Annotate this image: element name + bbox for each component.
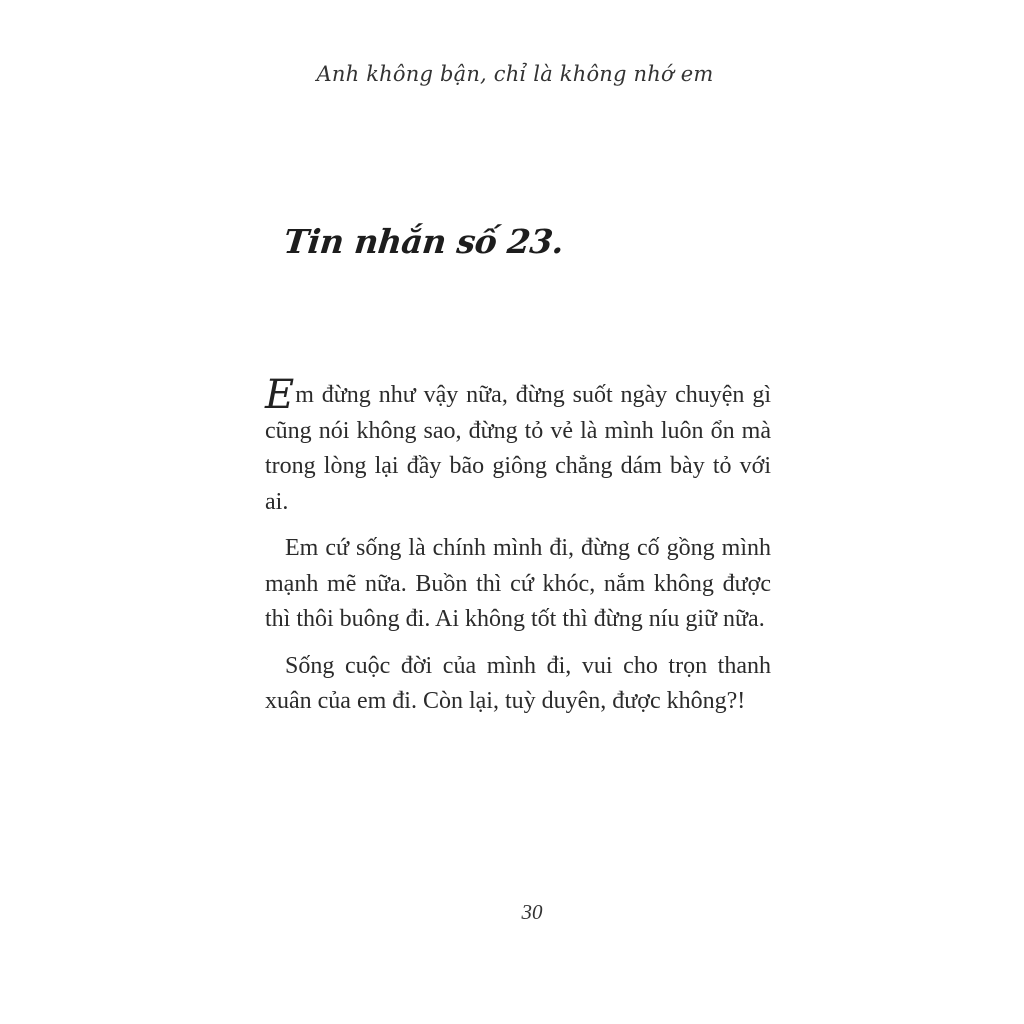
paragraph-3: Sống cuộc đời của mình đi, vui cho trọn thanh xuân của em đi. Còn lại, tuỳ duyên, được không?! <box>265 652 771 714</box>
paragraph-2: Em cứ sống là chính mình đi, đừng cố gồng mình mạnh mẽ nữa. Buồn thì cứ khóc, nắm không được thì thôi buông đi. Ai không tốt thì đừng níu giữ nữa. <box>265 535 771 632</box>
running-header: Anh không bận, chỉ là không nhớ em <box>316 62 714 86</box>
body-text <box>265 372 771 731</box>
chapter-title: Tin nhắn số 23. <box>281 222 566 261</box>
drop-cap: E <box>265 372 295 418</box>
paragraph-1-text: m đừng như vậy nữa, đừng suốt ngày chuyện gì cũng nói không sao, đừng tỏ vẻ là mình luôn ổn mà trong lòng lại đầy bão giông chẳng dám bày tỏ với ai. <box>265 382 771 515</box>
paragraph-1 <box>265 372 771 520</box>
page-number: 30 <box>521 900 543 924</box>
